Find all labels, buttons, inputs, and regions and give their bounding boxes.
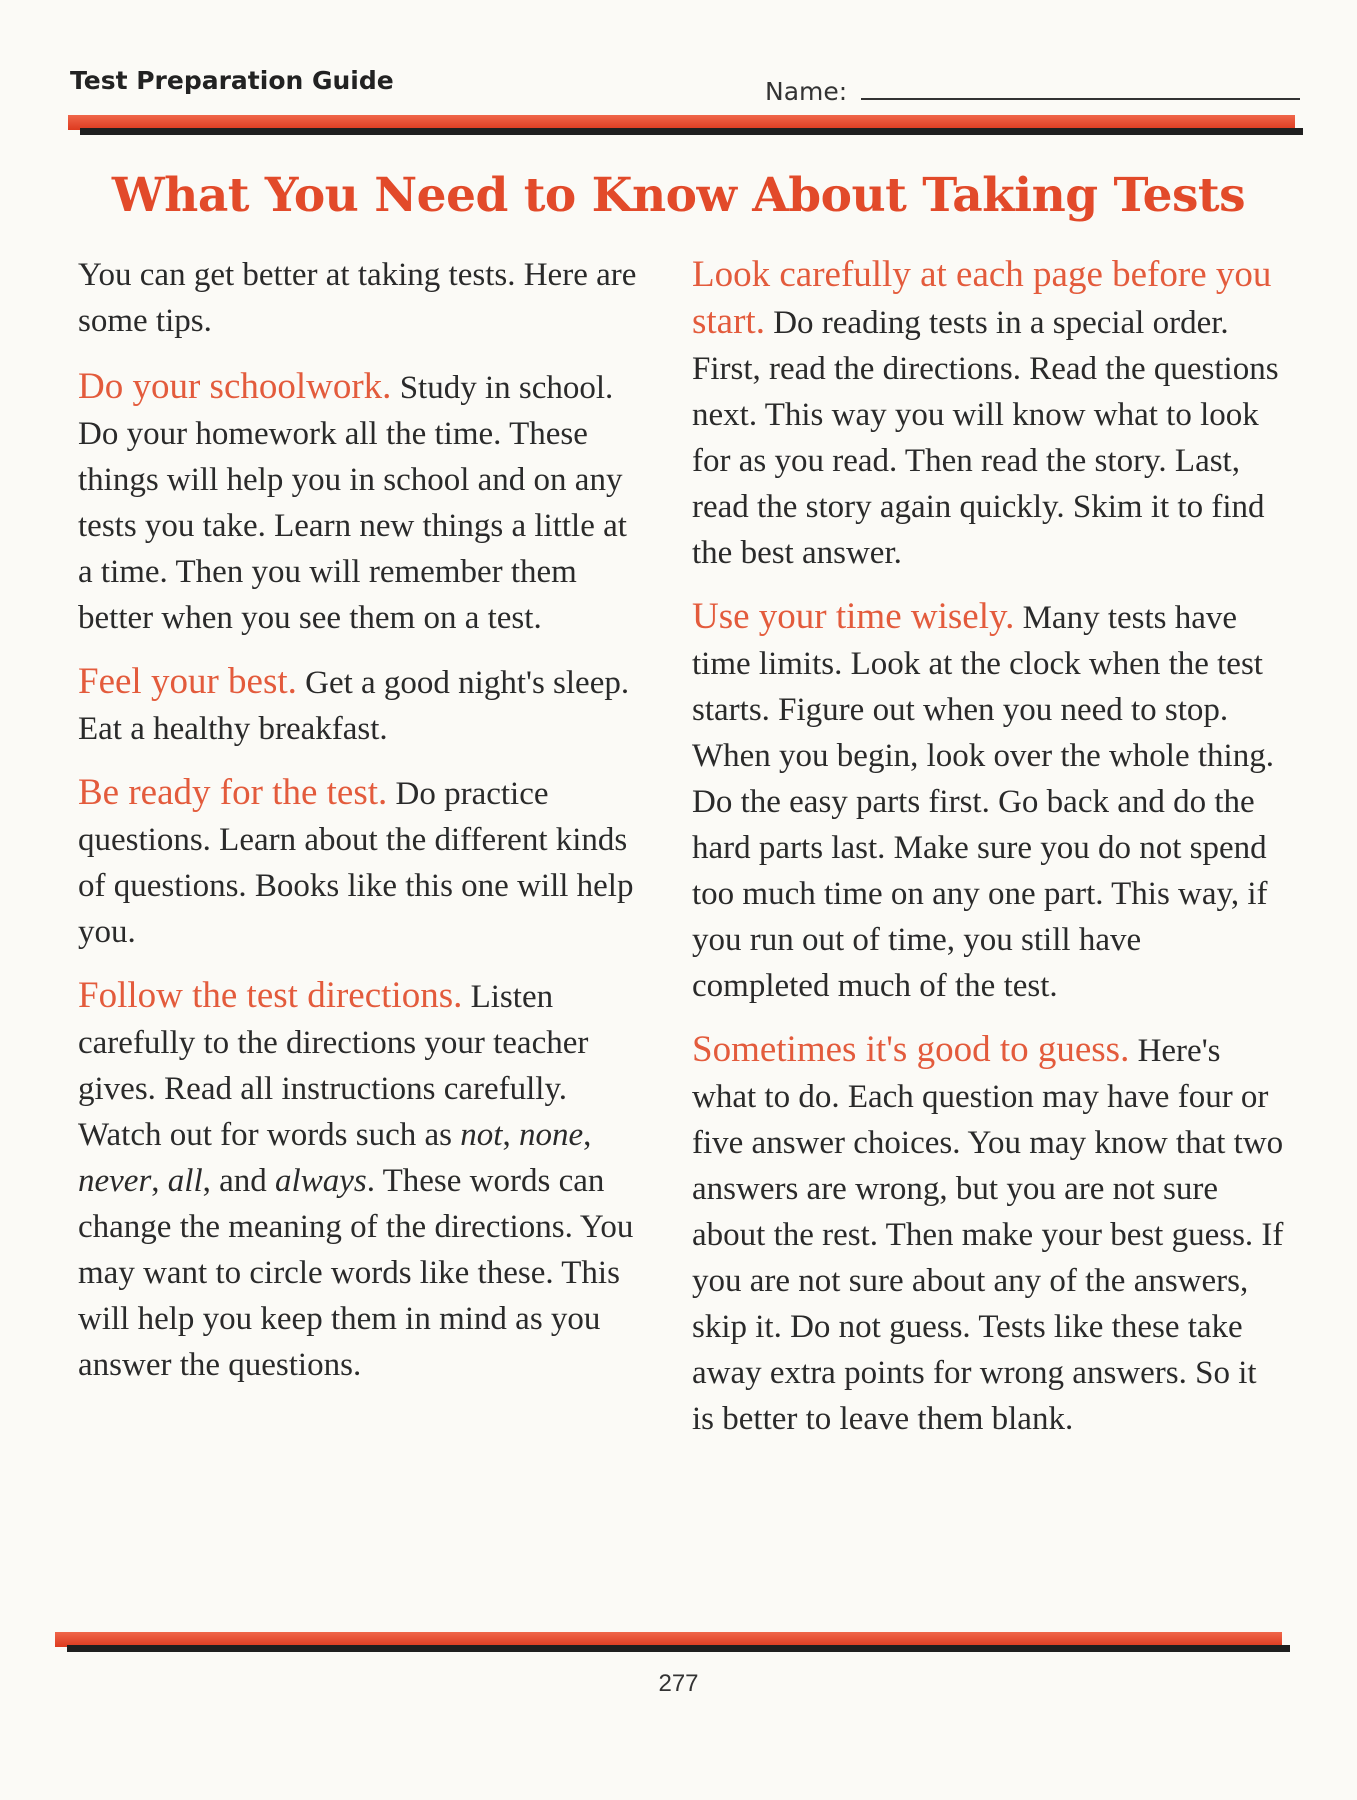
tip-body: Study in school. Do your homework all the time. These things will help you in school and on any tests you take. Learn new things a little at a time. Then you will remember them better when you see them on a test. (78, 370, 627, 636)
and-word: and (219, 1163, 267, 1199)
tip-feel-best (78, 659, 648, 752)
keyword-none: none (518, 1117, 584, 1153)
comma: , (151, 1163, 160, 1199)
tip-body: Do reading tests in a special order. First, read the directions. Read the questions next. This way you will know what to look for as you read. Then read the story. Last, read the story again quickly. Skim it to find the best answer. (692, 305, 1279, 571)
tip-schoolwork (78, 364, 648, 641)
tip-heading: Follow the test directions. (78, 975, 463, 1016)
left-column (78, 252, 648, 1406)
keyword-never: never (78, 1163, 152, 1199)
tip-heading: Feel your best. (78, 661, 297, 702)
comma: , (583, 1117, 592, 1153)
comma: , (502, 1117, 511, 1153)
keyword-not: not (460, 1117, 503, 1153)
keyword-always: always (275, 1163, 367, 1199)
tip-be-ready (78, 770, 648, 955)
tip-guess (692, 1027, 1284, 1442)
keyword-all: all (167, 1163, 203, 1199)
tip-heading: Sometimes it's good to guess. (692, 1029, 1130, 1070)
intro-paragraph: You can get better at taking tests. Here are some tips. (78, 257, 637, 339)
tip-body: Here's what to do. Each question may have four or five answer choices. You may know that two answers are wrong, but you are not sure about the rest. Then make your best guess. If you are not sure about any of the answers, skip it. Do not guess. Tests like these take away extra points for wrong answers. So it is better to leave them blank. (692, 1033, 1284, 1437)
right-column (692, 252, 1284, 1460)
tip-body: Listen carefully to the directions your teacher gives. Read all instructions carefully. Watch out for words such as (78, 979, 589, 1153)
bottom-divider-bar (55, 1632, 1290, 1652)
tip-heading: Look carefully at each page before you start. (692, 254, 1272, 342)
page-title: What You Need to Know About Taking Tests (111, 168, 1246, 223)
tip-body: Many tests have time limits. Look at the clock when the test starts. Figure out when you need to stop. When you begin, look over the whole thing. Do the easy parts first. Go back and do the hard parts last. Make sure you do not spend too much time on any one part. This way, if you run out of time, you still have completed much of the test. (692, 600, 1274, 1004)
comma: , (202, 1163, 211, 1199)
name-blank-line[interactable] (861, 98, 1300, 100)
tip-look-carefully (692, 252, 1284, 576)
tip-body: Get a good night's sleep. Eat a healthy breakfast. (78, 665, 630, 747)
guide-label: Test Preparation Guide (70, 66, 394, 95)
tip-body-end: . These words can change the meaning of the directions. You may want to circle words like these. This will help you keep them in mind as you answer the questions. (78, 1163, 634, 1383)
page-number: 277 (658, 1670, 699, 1697)
tip-follow-directions (78, 973, 648, 1388)
tip-heading: Be ready for the test. (78, 772, 388, 813)
tip-use-time (692, 594, 1284, 1009)
tip-heading: Do your schoolwork. (78, 366, 392, 407)
tip-heading: Use your time wisely. (692, 596, 1015, 637)
top-divider-bar (68, 115, 1303, 135)
name-field[interactable] (765, 70, 1300, 104)
name-label: Name: (765, 77, 848, 106)
tip-body: Do practice questions. Learn about the different kinds of questions. Books like this one will help you. (78, 776, 634, 950)
